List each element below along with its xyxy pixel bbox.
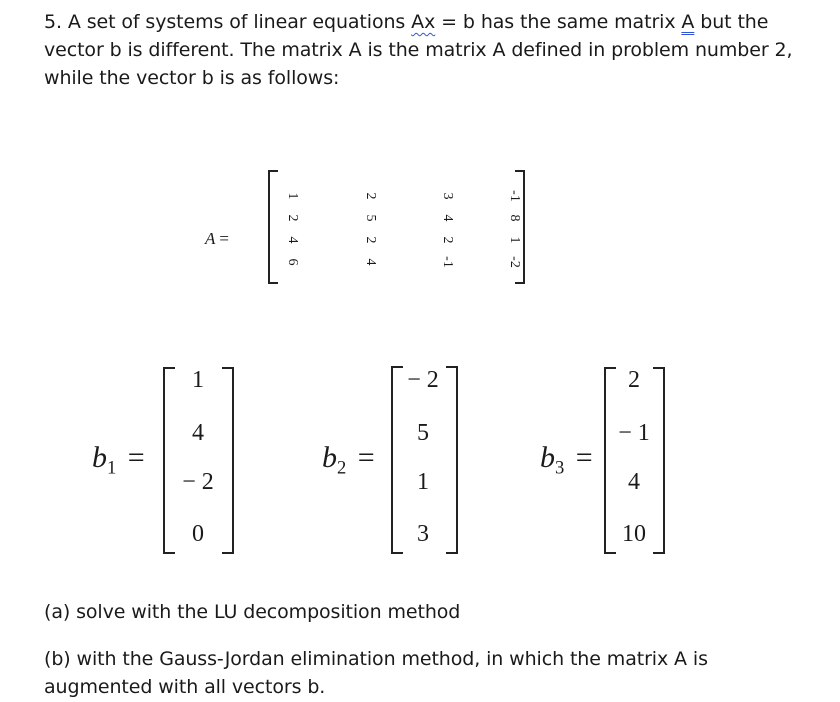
matrix-a-entry: 2 [285, 214, 300, 222]
vector-b3-name: b [540, 441, 555, 474]
vector-b2-equals: = [357, 441, 375, 474]
vector-b3-entry: 10 [622, 521, 646, 547]
matrix-a-entry: 3 [440, 192, 455, 200]
matrix-a-entry: 4 [440, 214, 455, 222]
part-b-line-2: augmented with all vectors b. [44, 676, 326, 698]
ax-term: Ax [411, 11, 436, 33]
vector-b2-entry: 1 [417, 469, 429, 495]
vector-b1-name: b [92, 441, 107, 474]
matrix-a-entry: 1 [507, 236, 522, 244]
matrix-a-entry: -1 [507, 190, 522, 202]
vector-b2-label [322, 441, 375, 480]
line1-mid: = b has the same matrix [435, 11, 682, 33]
part-a: (a) solve with the LU decomposition method [44, 601, 461, 623]
matrix-a-entry: 2 [363, 192, 378, 200]
problem-line-3: while the vector b is as follows: [44, 67, 340, 89]
vector-b1-entry: − 2 [182, 469, 214, 495]
vector-b1-entry: 0 [192, 521, 204, 547]
vector-b3-label [540, 441, 593, 480]
vector-b3-entry: 4 [628, 469, 640, 495]
vector-b2-entry: 3 [417, 521, 429, 547]
vector-b2-name: b [322, 441, 337, 474]
vector-b2-sub: 2 [337, 457, 347, 479]
part-b-line-1: (b) with the Gauss-Jordan elimination method, in which the matrix A is [44, 648, 708, 670]
matrix-a-term: A [681, 11, 695, 33]
matrix-a-entry: 4 [363, 258, 378, 266]
vector-b1-sub: 1 [107, 457, 117, 479]
problem-statement [44, 8, 792, 92]
vector-b1-entry: 4 [192, 420, 204, 446]
vector-b1-label [92, 441, 145, 480]
matrix-a-letter: A [205, 229, 216, 248]
matrix-a-entry: 8 [507, 214, 522, 222]
matrix-a-entry: 5 [363, 214, 378, 222]
matrix-a-entry: 2 [363, 236, 378, 244]
line1-prefix: 5. A set of systems of linear equations [44, 11, 412, 33]
vector-b3-sub: 3 [555, 457, 565, 479]
matrix-a-entry: -2 [507, 256, 522, 268]
matrix-a-entry: 1 [285, 192, 300, 200]
problem-line-2: vector b is different. The matrix A is the matrix A defined in problem number 2, [44, 39, 793, 61]
part-b [44, 645, 708, 701]
vector-b2-entry: 5 [417, 420, 429, 446]
vector-b3-equals: = [575, 441, 593, 474]
line1-suffix: but the [694, 11, 769, 33]
matrix-a-label [205, 229, 229, 249]
vector-b1-equals: = [127, 441, 145, 474]
matrix-a-entry: 4 [285, 236, 300, 244]
matrix-a-left-bracket [268, 170, 278, 284]
vector-b3-entry: − 1 [618, 420, 650, 446]
problem-line-1 [44, 8, 792, 36]
vector-b3-entry: 2 [628, 367, 640, 393]
vector-b2-entry: − 2 [407, 367, 439, 393]
matrix-a-entry: 6 [285, 258, 300, 266]
vector-b1-entry: 1 [192, 367, 204, 393]
matrix-a-equals: = [219, 229, 229, 248]
matrix-a-entry: 2 [440, 236, 455, 244]
matrix-a-entry: -1 [440, 256, 455, 268]
